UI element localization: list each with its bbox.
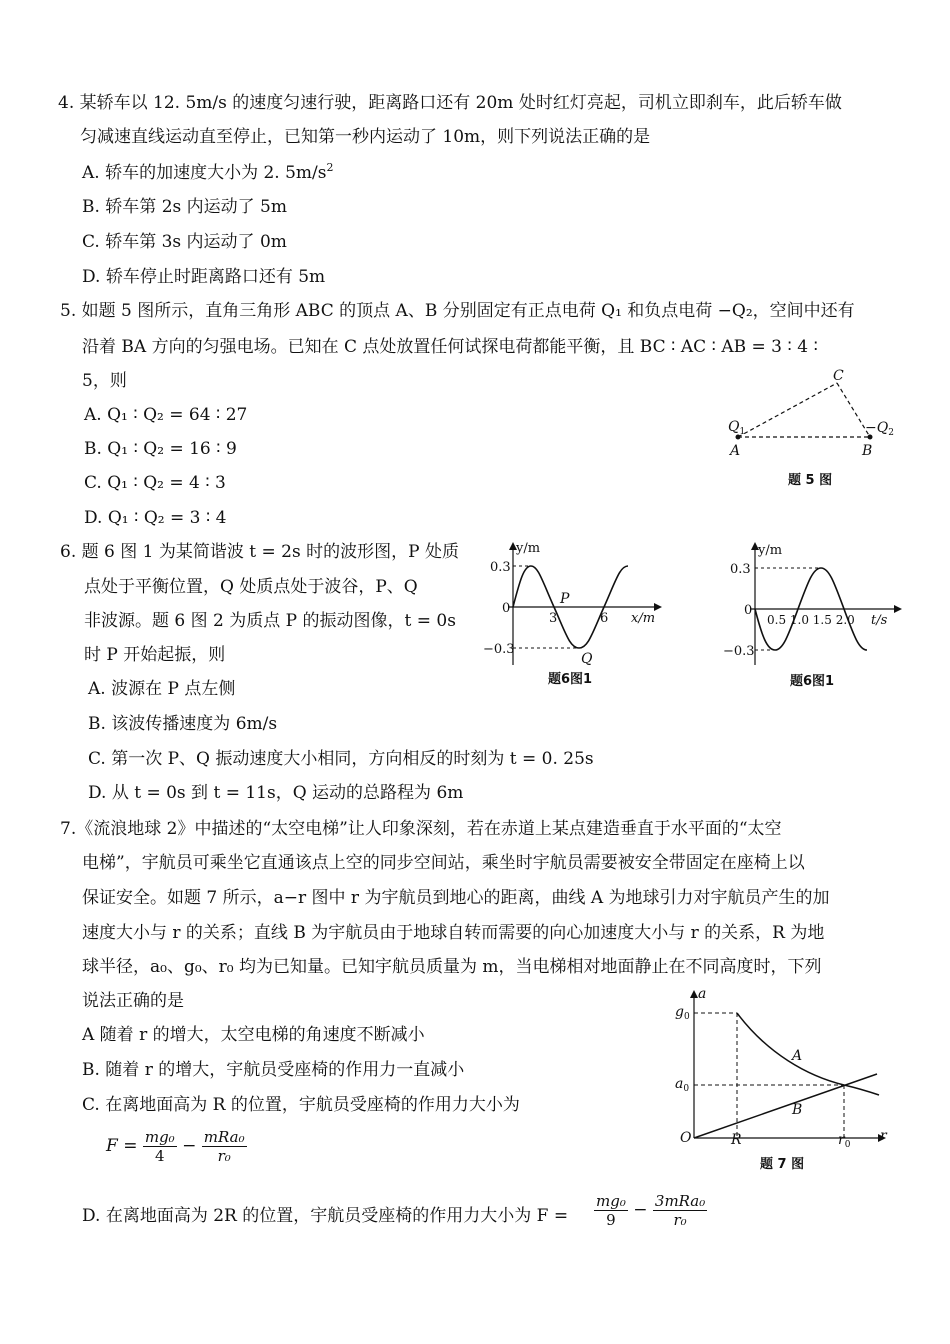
q5-label-a: A [730,443,741,459]
q5-option-a: A. Q₁ ∶ Q₂ = 64 ∶ 27 [84,405,248,425]
q7-label-r0: $r_0$ [838,1132,851,1150]
q7-option-b: B. 随着 r 的增大，宇航员受座椅的作用力一直减小 [82,1060,465,1080]
q6f2-ylabel: y/m [758,543,783,558]
q6f2-xlabel: t/s [871,613,888,628]
q5-label-q2: $-Q_2$ [865,420,894,438]
q6f1-origin: 0 [502,601,511,616]
q7-stem-line2: 电梯”，宇航员可乘坐它直通该点上空的同步空间站，乘坐时宇航员需要被安全带固定在座椅上以 [82,853,805,873]
q7-label-R: R [731,1132,742,1148]
q7-fd-minus: − [633,1200,648,1220]
q5-label-c: C [833,368,844,384]
q6-figure2 [718,540,908,690]
q7-fd-frac1: $\frac{\text{mg₀}}{9}$ [596,1192,626,1229]
q4-stem-line1: 4. 某轿车以 12. 5m/s 的速度匀速行驶，距离路口还有 20m 处时红灯亮起，司机立即刹车，此后轿车做 [58,93,842,113]
q4-stem-line2: 匀减速直线运动直至停止，已知第一秒内运动了 10m，则下列说法正确的是 [80,127,651,147]
q7-curve-a [737,1013,879,1095]
q6f2-caption: 题6图1 [790,674,835,689]
q5-figure [720,365,900,495]
q4-option-b: B. 轿车第 2s 内运动了 5m [82,197,287,217]
q4-option-a-text: A. 轿车的加速度大小为 2. 5m/s [82,163,327,183]
q7-stem-line1: 7.《流浪地球 2》中描述的“太空电梯”让人印象深刻，若在赤道上某点建造垂直于水平面的“太空 [60,819,782,839]
q6-stem-line2: 点处于平衡位置，Q 处质点处于波谷，P、Q [84,577,418,597]
q7-a-arrow [690,990,698,998]
q7-line-b [694,1074,877,1138]
q7-fc-frac2: $\frac{\text{mRa₀}}{\text{r₀}}$ [203,1128,245,1165]
q7-label-origin: O [680,1130,692,1146]
q7-stem-line5: 球半径，a₀、g₀、r₀ 均为已知量。已知宇航员质量为 m，当电梯相对地面静止在不同高度时，下列 [82,957,822,977]
q6f1-ytop: 0.3 [490,560,511,575]
q5-stem-line2: 沿着 BA 方向的匀强电场。已知在 C 点处放置任何试探电荷都能平衡，且 BC ∶ AC ∶ AB = 3 ∶ 4 ∶ [82,337,818,357]
q4-option-a [82,162,334,184]
q7-formula-c [106,1128,247,1165]
q6-stem-line4: 时 P 开始起振，则 [84,645,226,665]
q7-fc-minus: − [182,1136,197,1156]
q6-option-d: D. 从 t = 0s 到 t = 11s，Q 运动的总路程为 6m [88,783,464,803]
q5-stem-line1: 5. 如题 5 图所示，直角三角形 ABC 的顶点 A、B 分别固定有正点电荷 Q₁ 和负点电荷 −Q₂，空间中还有 [60,301,855,321]
q5-label-q1: $Q_1$ [728,419,746,437]
q6-option-b: B. 该波传播速度为 6m/s [88,714,278,734]
q7-label-line-b: B [792,1102,803,1118]
q5-label-b: B [862,443,873,459]
q7-option-c: C. 在离地面高为 R 的位置，宇航员受座椅的作用力大小为 [82,1095,520,1115]
q4-option-d: D. 轿车停止时距离路口还有 5m [82,267,326,287]
q6f2-ytop: 0.3 [730,562,751,577]
q6-stem-line3: 非波源。题 6 图 2 为质点 P 的振动图像，t = 0s [84,611,456,631]
q7-label-curve-a: A [792,1048,803,1064]
q6f1-ylabel: y/m [516,541,541,556]
q7-figure [672,988,902,1178]
q5-option-d: D. Q₁ ∶ Q₂ = 3 ∶ 4 [84,508,227,528]
q7-caption: 题 7 图 [760,1157,805,1172]
q6-option-a: A. 波源在 P 点左侧 [88,679,236,699]
q7-fd-frac2: $\frac{\text{3mRa₀}}{\text{r₀}}$ [654,1192,706,1229]
q6-option-c: C. 第一次 P、Q 振动速度大小相同，方向相反的时刻为 t = 0. 25s [88,749,594,769]
q6f1-xlabel: x/m [631,611,656,626]
q6f1-caption: 题6图1 [548,672,593,687]
q6f1-x3: 3 [549,611,558,626]
q6f1-ybot: −0.3 [483,642,515,657]
q4-option-c: C. 轿车第 3s 内运动了 0m [82,232,287,252]
q6f2-ticks: 0.5 1.0 1.5 2.0 [767,613,855,627]
q4-option-a-sup: 2 [326,161,334,174]
q7-fc-frac1: $\frac{\text{mg₀}}{4}$ [144,1128,175,1165]
q7-option-d: D. 在离地面高为 2R 的位置，宇航员受座椅的作用力大小为 F = [82,1206,569,1226]
q7-fc-lhs: F = [106,1136,138,1156]
q6f1-x6: 6 [600,611,609,626]
q6-figure1 [478,540,668,690]
q6f1-x-arrow [654,603,662,611]
q7-stem-line3: 保证安全。如题 7 所示，a−r 图中 r 为宇航员到地心的距离，曲线 A 为地球引力对宇航员产生的加 [82,888,830,908]
q5-stem-line3: 5，则 [82,371,127,391]
q7-formula-d [594,1192,707,1229]
q5-option-c: C. Q₁ ∶ Q₂ = 4 ∶ 3 [84,473,226,493]
q5-side-ac [738,383,837,437]
q6f2-x-arrow [894,605,902,613]
q6f1-label-q: Q [581,651,593,667]
q7-label-r: r [880,1128,887,1144]
q7-label-a-axis: a [698,986,707,1002]
q6-stem-line1: 6. 题 6 图 1 为某简谐波 t = 2s 时的波形图，P 处质 [60,542,459,562]
q6f1-label-p: P [560,591,570,607]
q7-stem-line6: 说法正确的是 [82,991,184,1011]
q5-caption: 题 5 图 [788,473,833,488]
q5-option-b: B. Q₁ ∶ Q₂ = 16 ∶ 9 [84,439,237,459]
q7-label-a0: $a_0$ [675,1076,690,1094]
q7-option-a: A 随着 r 的增大，太空电梯的角速度不断减小 [82,1025,425,1045]
q6f2-ybot: −0.3 [723,644,755,659]
q7-label-g0: $g_0$ [675,1004,690,1022]
q7-stem-line4: 速度大小与 r 的关系；直线 B 为宇航员由于地球自转而需要的向心加速度大小与 r 的关系，R 为地 [82,923,825,943]
q6f2-origin: 0 [744,603,753,618]
